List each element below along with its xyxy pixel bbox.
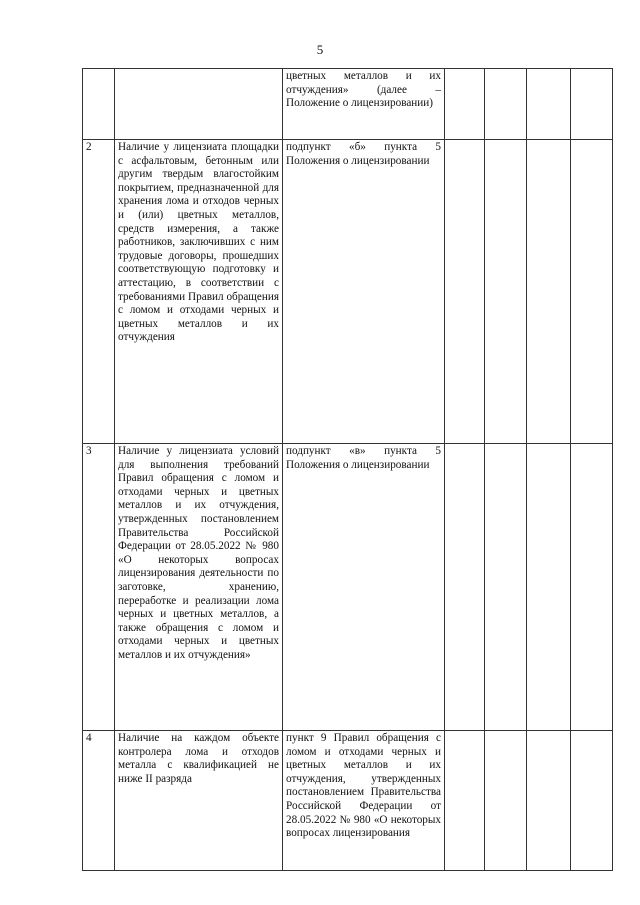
answer-yes-cell bbox=[445, 69, 485, 140]
requirement-cell: Наличие у лицензиата площадки с асфальтовым, бетонным или другим твердым влагостойким покрытием, предназначенной для хранения лома и отходов черных и (или) цветных металлов, средств измерения, а также работников, заключивших с ним трудовые договоры, прошедших соответствующую подготовку и аттестацию, в соответствии с требованиями Правил обращения с ломом и отходами черных и цветных металлов и их отчуждения bbox=[115, 140, 283, 444]
answer-no-cell bbox=[485, 140, 527, 444]
legal-basis-cell: пункт 9 Правил обращения с ломом и отходами черных и цветных металлов и их отчуждения, утвержденных постановлением Правительства Российской Федерации от 28.05.2022 № 980 «О некоторых вопросах лицензирования bbox=[283, 731, 445, 871]
answer-no-cell bbox=[485, 444, 527, 731]
answer-not-applicable-cell bbox=[527, 140, 571, 444]
legal-basis-cell: подпункт «б» пункта 5 Положения о лицензировании bbox=[283, 140, 445, 444]
requirement-cell bbox=[115, 69, 283, 140]
table-row bbox=[83, 69, 613, 140]
answer-not-applicable-cell bbox=[527, 444, 571, 731]
note-cell bbox=[571, 69, 613, 140]
row-number-cell: 4 bbox=[83, 731, 115, 871]
answer-yes-cell bbox=[445, 731, 485, 871]
row-number-cell: 2 bbox=[83, 140, 115, 444]
answer-no-cell bbox=[485, 731, 527, 871]
table-row bbox=[83, 444, 613, 731]
table-row bbox=[83, 140, 613, 444]
row-number-cell: 3 bbox=[83, 444, 115, 731]
note-cell bbox=[571, 140, 613, 444]
answer-not-applicable-cell bbox=[527, 731, 571, 871]
legal-basis-cell: цветных металлов и их отчуждения» (далее – Положение о лицензировании) bbox=[283, 69, 445, 140]
requirement-cell: Наличие на каждом объекте контролера лома и отходов металла с квалификацией не ниже II разряда bbox=[115, 731, 283, 871]
answer-not-applicable-cell bbox=[527, 69, 571, 140]
note-cell bbox=[571, 731, 613, 871]
answer-yes-cell bbox=[445, 140, 485, 444]
requirements-table bbox=[82, 68, 613, 871]
answer-no-cell bbox=[485, 69, 527, 140]
answer-yes-cell bbox=[445, 444, 485, 731]
requirement-cell: Наличие у лицензиата условий для выполнения требований Правил обращения с ломом и отходами черных и цветных металлов и их отчуждения, утвержденных постановлением Правительства Российской Федерации от 28.05.2022 № 980 «О некоторых вопросах лицензирования деятельности по заготовке, хранению, переработке и реализации лома черных и цветных металлов, а также обращения с ломом и отходами черных и цветных металлов и их отчуждения» bbox=[115, 444, 283, 731]
note-cell bbox=[571, 444, 613, 731]
page-number: 5 bbox=[316, 42, 324, 57]
legal-basis-cell: подпункт «в» пункта 5 Положения о лицензировании bbox=[283, 444, 445, 731]
row-number-cell bbox=[83, 69, 115, 140]
table-row bbox=[83, 731, 613, 871]
